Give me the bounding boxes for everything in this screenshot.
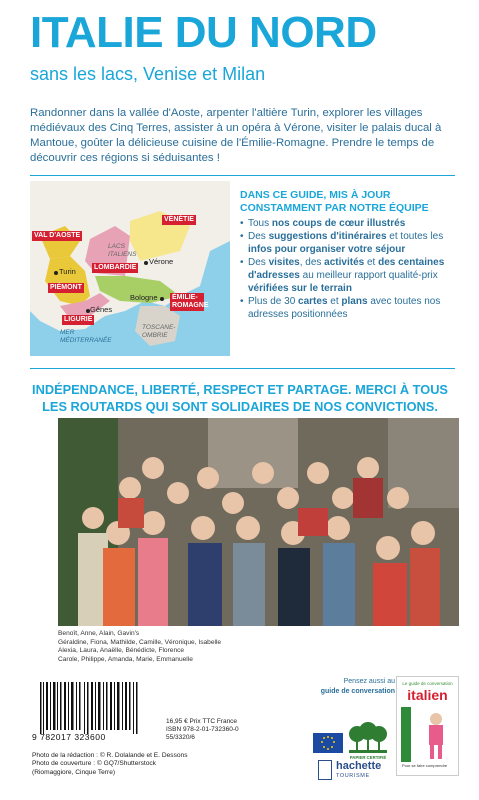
feature-item: • Des visites, des activités et des centaines d'adresses au meilleur rapport qualité-prix vérifiées sur le terrain [240,256,460,295]
hachette-logo [318,760,393,784]
team-photo [58,418,459,626]
feature-list [240,217,460,321]
conversation-guide-cover [396,676,459,776]
map-tag-lombardie: LOMBARDIE [94,264,137,271]
divider [30,175,455,176]
isbn-line: ISBN 978-2-01-732360-0 [166,726,239,734]
names-line: Benoît, Anne, Alain, Gavin's [58,630,140,637]
credit-line: Photo de couverture : © GQ7/Shutterstock [32,760,156,768]
map-city-turin: Turin [59,267,76,276]
barcode-number: 9 782017 323600 [32,732,106,742]
price-line: 16,95 € Prix TTC France [166,718,238,725]
book-subtitle: sans les lacs, Venise et Milan [30,64,266,84]
promo-line: guide de conversation [320,687,395,695]
promo-line: Pensez aussi au [343,678,395,685]
paper-certified-icon [347,722,389,756]
promo-text [300,677,395,696]
map-city-dot [160,297,164,301]
price-block [166,718,239,743]
feature-item: • Tous nos coups de cœur illustrés [240,217,460,230]
slogan: INDÉPENDANCE, LIBERTÉ, RESPECT ET PARTAGE. MERCI À TOUS LES ROUTARDS QUI SONT SOLIDAIRES DE NOS CONVICTIONS. [32,382,448,414]
names-line: Alexia, Laura, Anaëlle, Bénédicte, Florence [58,647,185,654]
names-line: Carole, Philippe, Amanda, Marie, Emmanuelle [58,655,193,663]
book-note: Pour se faire comprendre [402,763,448,768]
hachette-name: hachette [336,760,382,772]
code-line: 55/3320/6 [166,734,195,742]
figure-icon [419,711,453,761]
map-city-genes: Gênes [90,305,113,314]
map-tag-emilie-romagne: ÉMILIE-ROMAGNE [172,294,209,309]
map-city-dot [144,261,148,265]
credit-line: (Riomaggiore, Cinque Terre) [32,768,116,776]
guide-features [240,189,460,321]
credit-line: Photo de la rédaction : © R. Dolalande et E. Dessons [32,752,188,759]
map-note-lacs: LACS ITALIENS [108,243,137,258]
map-tag-piemont: PIÉMONT [50,284,82,291]
map-tag-venetie: VÉNÉTIE [164,216,194,223]
hachette-mark-icon [318,760,332,780]
book-title: ITALIE DU NORD [30,8,377,57]
map-city-bologne: Bologne [130,293,158,302]
map-tag-ligurie: LIGURIE [64,316,93,323]
team-photo-art [58,418,459,626]
photo-credits [32,752,188,777]
divider [30,368,455,369]
feature-item: • Plus de 30 cartes et plans avec toutes nos adresses positionnées [240,295,460,321]
names-line: Géraldine, Fiona, Mathilde, Camille, Véronique, Isabelle [58,638,222,646]
guide-heading: DANS CE GUIDE, MIS À JOUR CONSTAMMENT PAR NOTRE ÉQUIPE [240,189,429,214]
book-stripe [401,707,411,762]
book-main-title: italien [407,687,448,703]
hachette-sub: TOURISME [336,773,370,779]
map-note-toscane: TOSCANE-OMBRIE [142,324,176,339]
region-map [30,181,230,356]
team-names [58,630,308,664]
eu-flag-icon [313,733,343,753]
cert-label: PAPIER CERTIFIÉ [349,755,387,760]
map-note-mer: MER MÉDITERRANÉE [60,329,112,344]
book-small-title: Le guide de conversation [402,681,453,686]
feature-item: • Des suggestions d'itinéraires et toutes les infos pour organiser votre séjour [240,230,460,256]
intro-paragraph: Randonner dans la vallée d'Aoste, arpenter l'altière Turin, explorer les villages médiévaux des Cinq Terres, assister à un opéra à Vérone, visiter le palais ducal à Mantoue, goûter la délicieuse cuisine de l'Émilie-Romagne. Prendre le temps de découvrir ces régions si séduisantes ! [30,107,442,164]
map-city-verone: Vérone [149,257,174,266]
map-city-dot [54,271,58,275]
map-tag-val-daoste: VAL D'AOSTE [34,232,81,239]
